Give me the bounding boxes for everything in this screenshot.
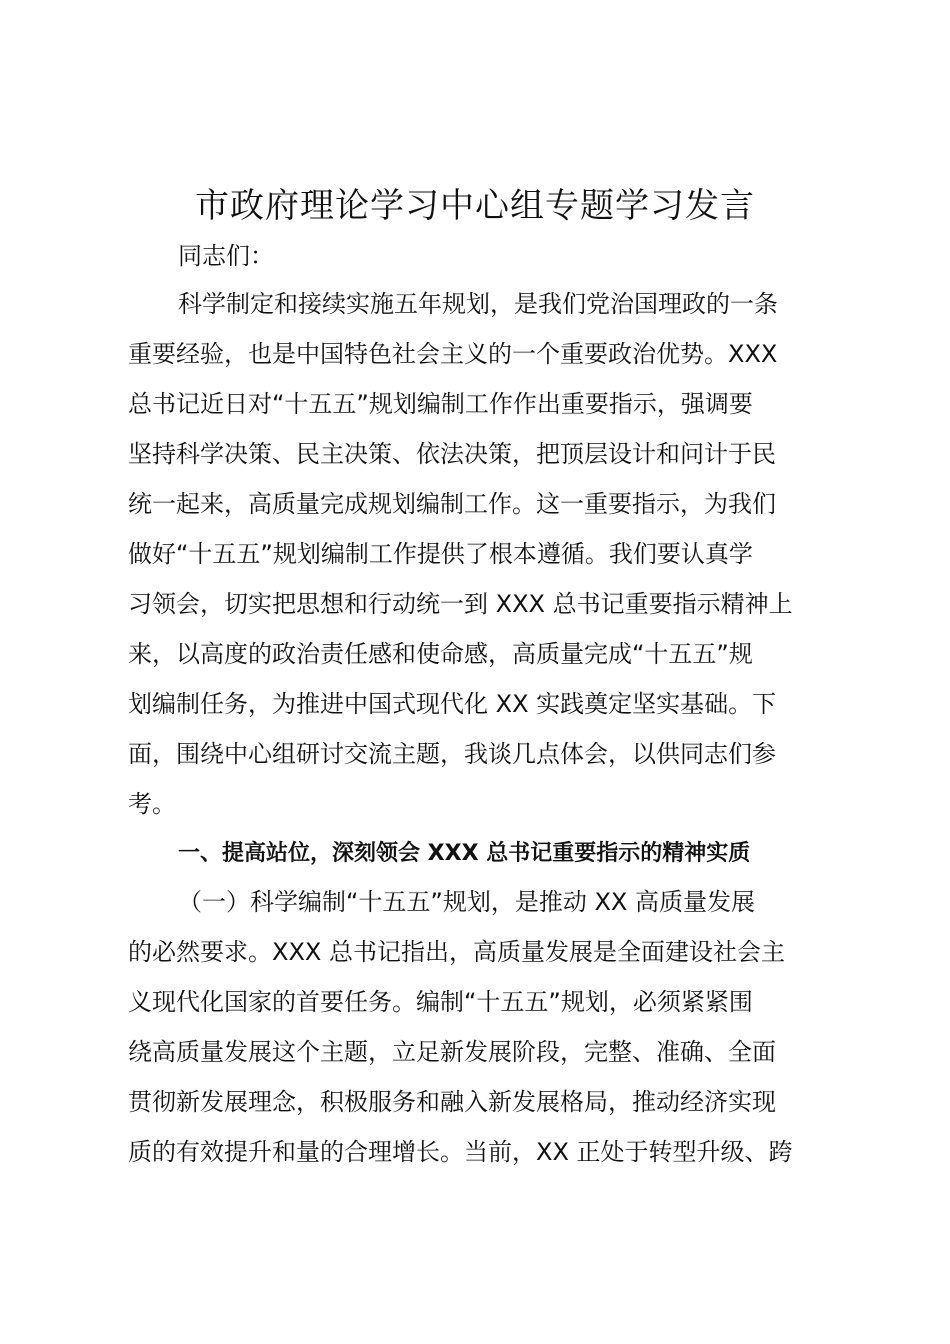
- paragraph-line: 的必然要求。XXX 总书记指出，高质量发展是全面建设社会主: [128, 938, 785, 966]
- paragraph-line: （一）科学编制“十五五”规划，是推动 XX 高质量发展: [178, 888, 756, 916]
- paragraph-line: 贯彻新发展理念，积极服务和融入新发展格局，推动经济实现: [128, 1088, 776, 1116]
- paragraph-line: 绕高质量发展这个主题，立足新发展阶段，完整、准确、全面: [128, 1038, 776, 1066]
- section-heading: 一、提高站位，深刻领会 XXX 总书记重要指示的精神实质: [178, 841, 751, 866]
- document-title: 市政府理论学习中心组专题学习发言: [195, 186, 755, 226]
- paragraph-line: 来，以高度的政治责任感和使命感，高质量完成“十五五”规: [128, 640, 753, 668]
- paragraph-section-1: [128, 877, 838, 1177]
- paragraph-line: 考。: [128, 790, 176, 818]
- paragraph-line: 划编制任务，为推进中国式现代化 XX 实践奠定坚实基础。下: [128, 690, 777, 718]
- paragraph-intro: [128, 279, 838, 829]
- paragraph-line: 面，围绕中心组研讨交流主题，我谈几点体会，以供同志们参: [128, 740, 776, 768]
- paragraph-line: 重要经验，也是中国特色社会主义的一个重要政治优势。XXX: [128, 340, 778, 368]
- paragraph-line: 坚持科学决策、民主决策、依法决策，把顶层设计和问计于民: [128, 440, 776, 468]
- paragraph-line: 统一起来，高质量完成规划编制工作。这一重要指示，为我们: [128, 490, 776, 518]
- paragraph-line: 总书记近日对“十五五”规划编制工作作出重要指示，强调要: [128, 390, 753, 418]
- salutation: 同志们：: [178, 242, 274, 270]
- paragraph-line: 科学制定和接续实施五年规划，是我们党治国理政的一条: [178, 290, 778, 318]
- paragraph-line: 习领会，切实把思想和行动统一到 XXX 总书记重要指示精神上: [128, 590, 793, 618]
- paragraph-line: 做好“十五五”规划编制工作提供了根本遵循。我们要认真学: [128, 540, 753, 568]
- paragraph-line: 义现代化国家的首要任务。编制“十五五”规划，必须紧紧围: [128, 988, 753, 1016]
- paragraph-line: 质的有效提升和量的合理增长。当前，XX 正处于转型升级、跨: [128, 1138, 793, 1166]
